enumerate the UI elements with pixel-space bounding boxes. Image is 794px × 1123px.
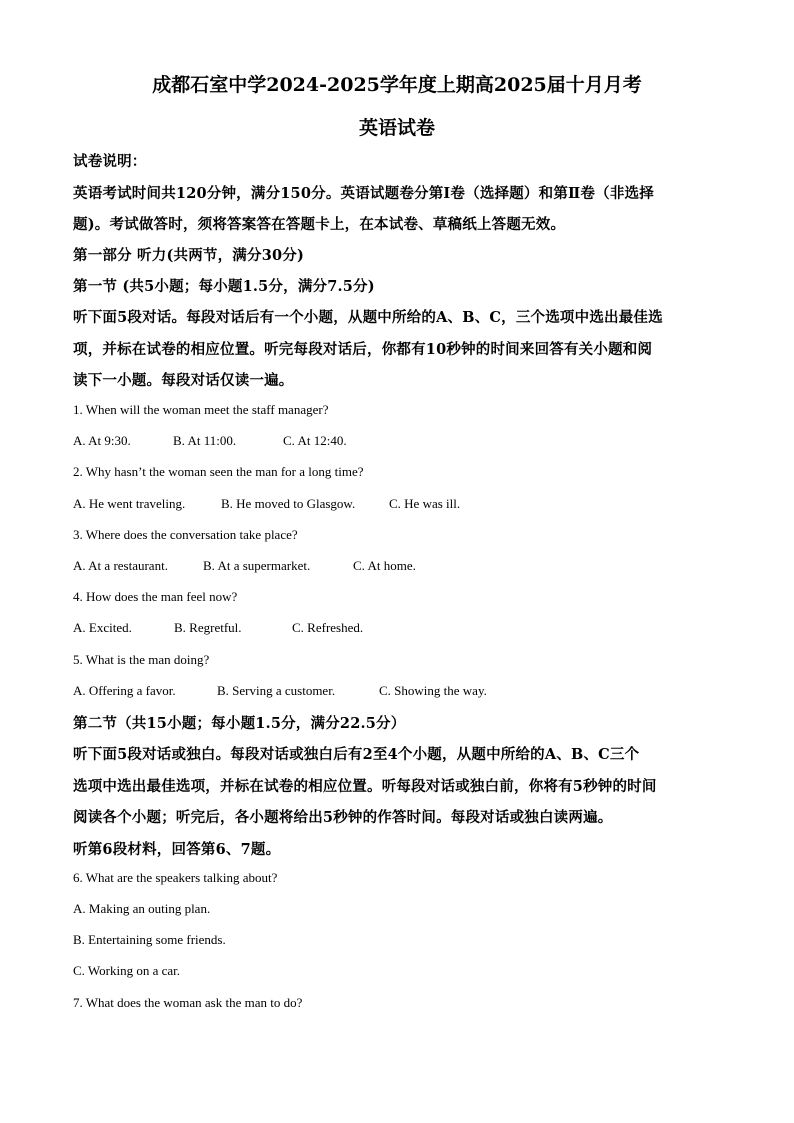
option-c[interactable]: C. He was ill. <box>389 496 461 511</box>
option-c[interactable]: C. Refreshed. <box>292 620 364 635</box>
option-b[interactable]: B. He moved to Glasgow. <box>221 496 356 511</box>
option-c[interactable]: C. At home. <box>353 558 416 573</box>
question-options <box>73 620 363 636</box>
part-one-heading: 第一部分 听力(共两节，满分30分) <box>73 247 305 264</box>
question-options <box>73 558 416 574</box>
section-two-heading: 第二节（共15小题；每小题1.5分，满分22.5分） <box>73 715 406 732</box>
page-title: 成都石室中学2024-2025学年度上期高2025届十月月考 <box>152 74 642 96</box>
option-a[interactable]: A. At a restaurant. <box>73 558 168 573</box>
option-b[interactable]: B. At a supermarket. <box>203 558 311 573</box>
question-stem: 3. Where does the conversation take place? <box>73 527 298 542</box>
question-stem: 1. When will the woman meet the staff manager? <box>73 402 329 417</box>
section-one-directions-line-3: 读下一小题。每段对话仅读一遍。 <box>73 372 294 389</box>
section-one-heading: 第一节 (共5小题；每小题1.5分，满分7.5分) <box>73 278 375 295</box>
question-stem: 2. Why hasn’t the woman seen the man for a long time? <box>73 464 364 479</box>
page-subtitle: 英语试卷 <box>358 117 435 139</box>
instructions-text-line-1: 英语考试时间共120分钟，满分150分。英语试题卷分第Ⅰ卷（选择题）和第Ⅱ卷（非选择 <box>73 185 654 202</box>
question-stem: 7. What does the woman ask the man to do? <box>73 995 303 1010</box>
question-stem: 6. What are the speakers talking about? <box>73 870 278 885</box>
section-one-directions-line-2: 项，并标在试卷的相应位置。听完每段对话后，你都有10秒钟的时间来回答有关小题和阅 <box>73 341 653 358</box>
option-a[interactable]: A. Offering a favor. <box>73 683 176 698</box>
material-note: 听第6段材料，回答第6、7题。 <box>73 841 281 858</box>
option-c[interactable]: C. Working on a car. <box>73 963 181 978</box>
option-a[interactable]: A. At 9:30. <box>73 433 131 448</box>
question-options <box>73 496 460 512</box>
option-b[interactable]: B. Entertaining some friends. <box>73 932 226 947</box>
question-options <box>73 683 487 699</box>
section-two-directions-line-3: 阅读各个小题；听完后，各小题将给出5秒钟的作答时间。每段对话或独白读两遍。 <box>73 809 613 826</box>
question-stem: 4. How does the man feel now? <box>73 589 238 604</box>
option-c[interactable]: C. At 12:40. <box>283 433 347 448</box>
question-options <box>73 433 347 449</box>
instructions-text-line-2: 题)。考试做答时，须将答案答在答题卡上，在本试卷、草稿纸上答题无效。 <box>73 216 566 233</box>
option-a[interactable]: A. He went traveling. <box>73 496 186 511</box>
option-a[interactable]: A. Excited. <box>73 620 132 635</box>
section-two-directions-line-1: 听下面5段对话或独白。每段对话或独白后有2至4个小题，从题中所给的A、B、C三个 <box>73 746 640 763</box>
question-stem: 5. What is the man doing? <box>73 652 210 667</box>
option-b[interactable]: B. Serving a customer. <box>217 683 336 698</box>
option-c[interactable]: C. Showing the way. <box>379 683 487 698</box>
option-b[interactable]: B. Regretful. <box>174 620 242 635</box>
instructions-label: 试卷说明： <box>73 153 147 170</box>
option-a[interactable]: A. Making an outing plan. <box>73 901 211 916</box>
section-two-directions-line-2: 选项中选出最佳选项，并标在试卷的相应位置。听每段对话或独白前，你将有5秒钟的时间 <box>73 778 657 795</box>
option-b[interactable]: B. At 11:00. <box>173 433 237 448</box>
section-one-directions-line-1: 听下面5段对话。每段对话后有一个小题，从题中所给的A、B、C，三个选项中选出最佳选 <box>73 309 663 326</box>
